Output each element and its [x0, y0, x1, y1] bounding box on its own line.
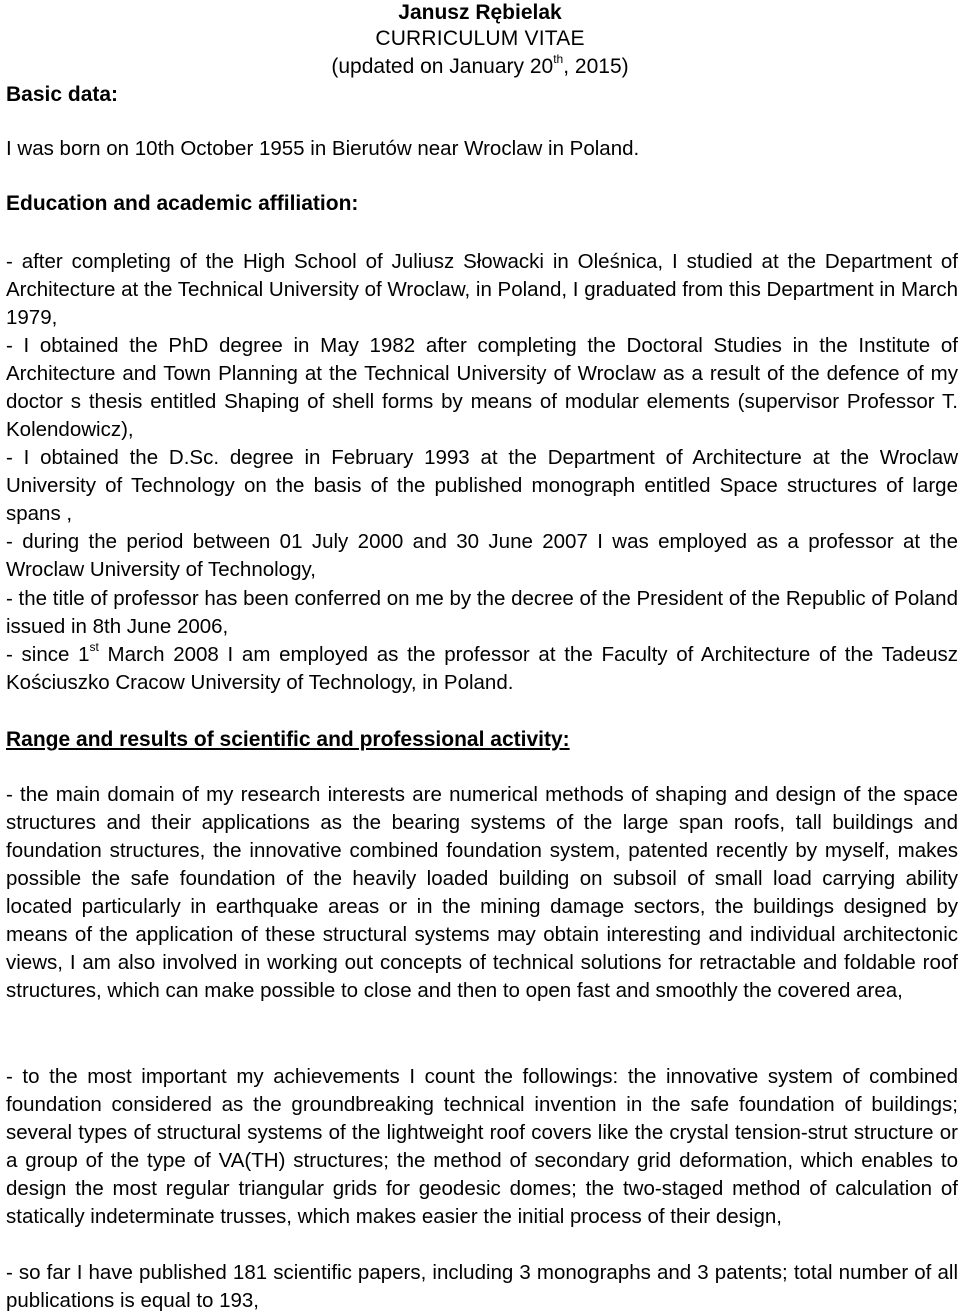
education-item-employment-wroclaw: - during the period between 01 July 2000 and 30 June 2007 I was employed as a professor at the Wroclaw University of Technology,	[6, 530, 958, 581]
document-title: CURRICULUM VITAE	[375, 27, 585, 50]
education-item-dsc: - I obtained the D.Sc. degree in February 1993 at the Department of Architecture at the Wroclaw University of Technology on the basis of the published monograph entitled Space structures of large spans ,	[6, 446, 958, 525]
range-item-publications: - so far I have published 181 scientific papers, including 3 monographs and 3 patents; total number of all publications is equal to 193,	[6, 1261, 958, 1312]
range-heading: Range and results of scientific and professional activity:	[6, 728, 570, 751]
updated-date-prefix: (updated on January 20	[331, 55, 554, 78]
education-item-professor-title: - the title of professor has been conferred on me by the decree of the President of the Republic of Poland issued in 8th June 2006,	[6, 587, 958, 638]
education-item-employment-cracow	[6, 641, 958, 697]
updated-date-ordinal: th	[553, 52, 564, 66]
basic-data-label: Basic data:	[6, 83, 119, 106]
education-heading: Education and academic affiliation:	[6, 192, 359, 215]
author-name: Janusz Rębielak	[398, 1, 562, 24]
updated-date-suffix: , 2015)	[563, 55, 629, 78]
education-item-phd: - I obtained the PhD degree in May 1982 after completing the Doctoral Studies in the Institute of Architecture and Town Planning at the Technical University of Wroclaw as a result of the defence of my doctor s thesis entitled Shaping of shell forms by means of modular elements (supervisor Professor T. Kolendowicz),	[6, 334, 958, 441]
range-item-achievements: - to the most important my achievements I count the followings: the innovative system of combined foundation considered as the groundbreaking technical invention in the safe foundation of buildings; several types of structural systems of the lightweight roof covers like the crystal tension-strut structure or a group of the type of VA(TH) structures; the method of secondary grid deformation, which enables to design the most regular triangular grids for geodesic domes; the two-staged method of calculation of statically indeterminate trusses, which makes easier the initial process of their design,	[6, 1065, 958, 1228]
employment-cracow-ordinal: st	[89, 640, 99, 655]
employment-cracow-prefix: - since 1	[6, 643, 90, 666]
birth-statement: I was born on 10th October 1955 in Bierutów near Wroclaw in Poland.	[6, 137, 640, 160]
range-item-research-domain: - the main domain of my research interests are numerical methods of shaping and design of the space structures and their applications as the bearing systems of the large span roofs, tall buildings and foundation structures, the innovative combined foundation system, patented recently by myself, makes possible the safe foundation of the heavily loaded building on subsoil of small load carrying ability located particularly in earthquake areas or in the mining damage sectors, the buildings designed by means of the application of these structural systems may obtain interesting and individual architectonic views, I am also involved in working out concepts of technical solutions for retractable and foldable roof structures, which can make possible to close and then to open fast and smoothly the covered area,	[6, 783, 958, 1002]
employment-cracow-suffix: March 2008 I am employed as the professor at the Faculty of Architecture of the Tadeusz Kościuszko Cracow University of Technology, in Poland.	[6, 643, 958, 694]
cv-header	[0, 0, 960, 110]
updated-date	[290, 54, 670, 80]
education-item-high-school: - after completing of the High School of Juliusz Słowacki in Oleśnica, I studied at the Department of Architecture at the Technical University of Wroclaw, in Poland, I graduated from this Department in March 1979,	[6, 250, 958, 329]
